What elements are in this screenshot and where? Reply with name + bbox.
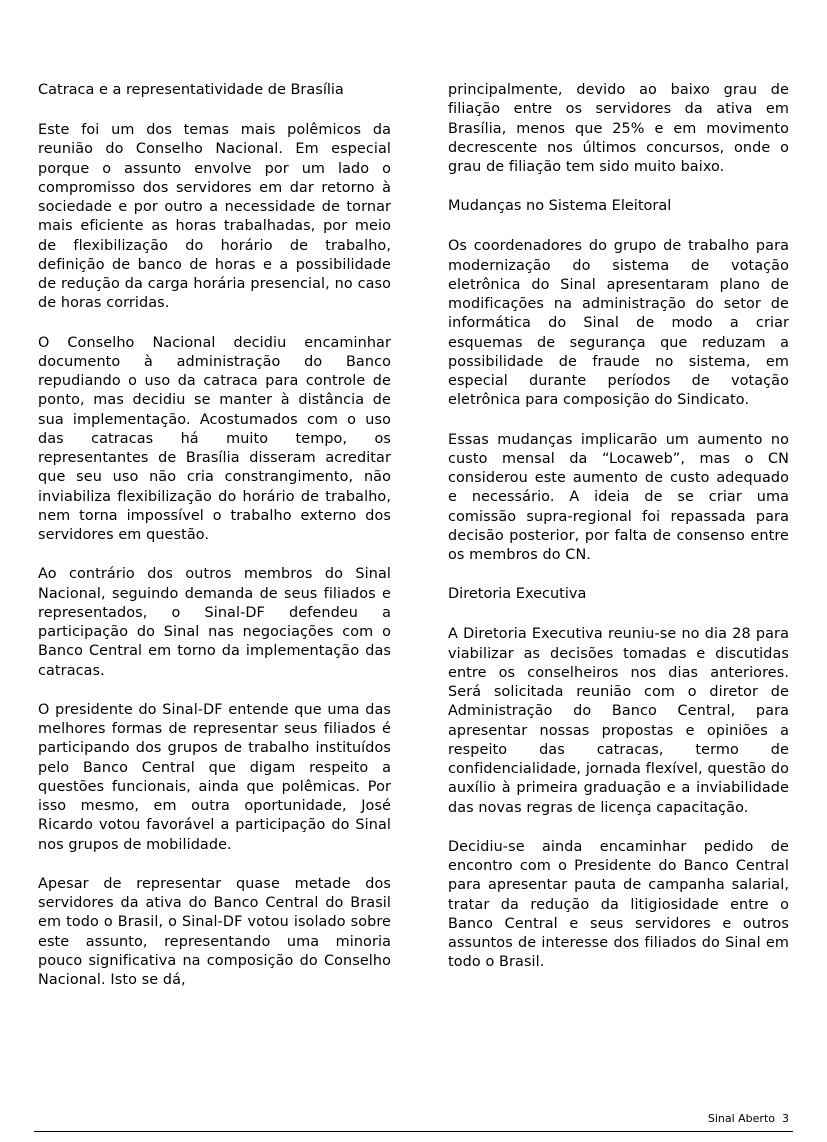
right-column bbox=[448, 81, 789, 993]
publication-name: Sinal Aberto bbox=[707, 1112, 775, 1125]
paragraph-continuation: principalmente, devido ao baixo grau de filiação entre os servidores da ativa em Brasília, menos que 25% e em movimento decrescente nos últimos concursos, onde o grau de filiação tem sido muito baixo. bbox=[448, 82, 789, 175]
paragraph: Os coordenadores do grupo de trabalho para modernização do sistema de votação eletrônica do Sinal apresentaram plano de modificações na administração do setor de informática do Sinal de modo a criar esquemas de segurança que reduzam a possibilidade de fraude no sistema, em especial durante períodos de votação eletrônica para composição do Sindicato. bbox=[448, 238, 789, 409]
section-heading-catraca: Catraca e a representatividade de Brasília bbox=[38, 82, 344, 98]
paragraph: Essas mudanças implicarão um aumento no custo mensal da “Locaweb”, mas o CN considerou este aumento de custo adequado e necessário. A ideia de se criar uma comissão supra-regional foi repassada para decisão posterior, por falta de consenso entre os membros do CN. bbox=[448, 431, 789, 563]
paragraph: Decidiu-se ainda encaminhar pedido de encontro com o Presidente do Banco Central para apresentar pauta de campanha salarial, tratar da redução da litigiosidade entre o Banco Central e seus servidores e outros assuntos de interesse dos filiados do Sinal em todo o Brasil. bbox=[448, 838, 789, 971]
left-column bbox=[38, 81, 391, 1010]
section-heading-mudancas: Mudanças no Sistema Eleitoral bbox=[448, 198, 672, 215]
footer-label bbox=[708, 1112, 789, 1126]
section-heading-diretoria: Diretoria Executiva bbox=[448, 586, 587, 603]
paragraph: Apesar de representar quase metade dos servidores da ativa do Banco Central do Brasil em todo o Brasil, o Sinal-DF votou isolado sobre este assunto, representando uma minoria pouco significativa na composição do Conselho Nacional. Isto se dá, bbox=[38, 875, 391, 988]
footer-rule bbox=[34, 1131, 793, 1132]
paragraph: O Conselho Nacional decidiu encaminhar documento à administração do Banco repudiando o uso da catraca para controle de ponto, mas decidiu se manter à distância de sua implementação. Acostumados com o uso das catracas há muito tempo, os representantes de Brasília disseram acreditar que seu uso não cria constrangimento, não inviabiliza flexibilização do horário de trabalho, nem torna impossível o trabalho externo dos servidores em questão. bbox=[38, 334, 391, 543]
paragraph: Este foi um dos temas mais polêmicos da reunião do Conselho Nacional. Em especial porque o assunto envolve por um lado o compromisso dos servidores em dar retorno à sociedade e por outro a necessidade de tornar mais eficiente as horas trabalhadas, por meio de flexibilização do horário de trabalho, definição de banco de horas e a possibilidade de redução da carga horária presencial, no caso de horas corridas. bbox=[38, 122, 391, 312]
paragraph: A Diretoria Executiva reuniu-se no dia 28 para viabilizar as decisões tomadas e discutidas entre os conselheiros nos dias anteriores. Será solicitada reunião com o diretor de Administração do Banco Central, para apresentar nossas propostas e opiniões a respeito das catracas, termo de confidencialidade, jornada flexível, questão do auxílio à primeira graduação e a inviabilidade das novas regras de licença capacitação. bbox=[448, 626, 789, 816]
paragraph: Ao contrário dos outros membros do Sinal Nacional, seguindo demanda de seus filiados e representados, o Sinal-DF defendeu a participação do Sinal nas negociações com o Banco Central em torno da implementação das catracas. bbox=[38, 566, 391, 679]
paragraph: O presidente do Sinal-DF entende que uma das melhores formas de representar seus filiados é participando dos grupos de trabalho instituídos pelo Banco Central que digam respeito a questões funcionais, ainda que polêmicas. Por isso mesmo, em outra oportunidade, José Ricardo votou favorável a participação do Sinal nos grupos de mobilidade. bbox=[38, 701, 391, 853]
page-number: 3 bbox=[782, 1112, 789, 1125]
